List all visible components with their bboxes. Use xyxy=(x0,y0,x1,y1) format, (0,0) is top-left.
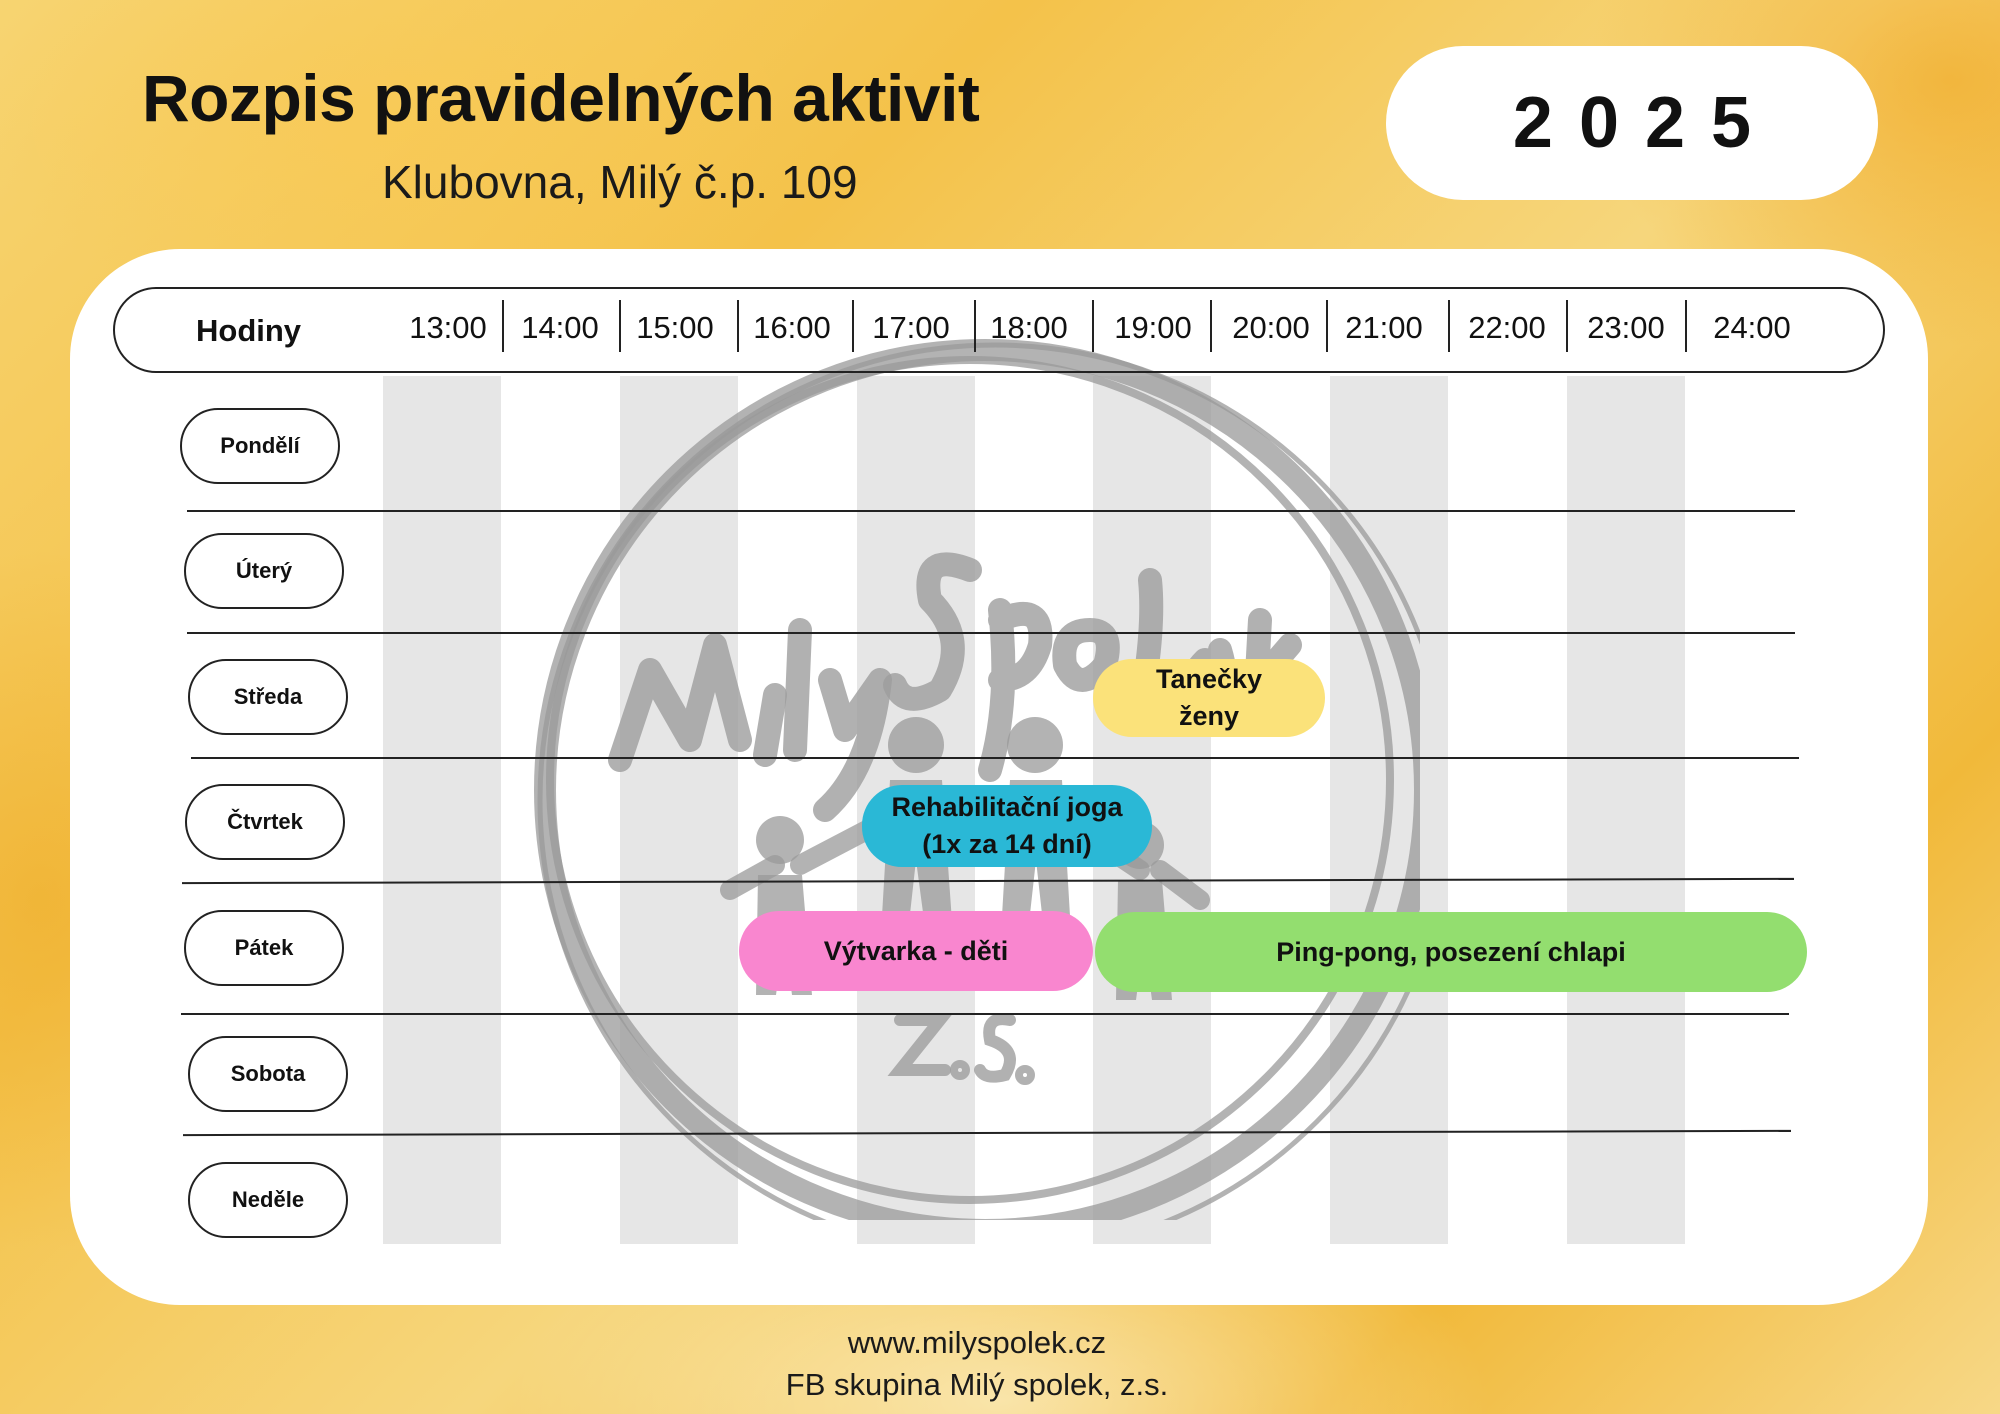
hour-label: 17:00 xyxy=(872,310,950,345)
hours-label: Hodiny xyxy=(196,313,302,348)
column-stripe xyxy=(383,376,501,1244)
hour-label: 24:00 xyxy=(1713,310,1791,345)
activity-tanecky-zeny: Tanečky ženy xyxy=(1093,659,1325,737)
hour-label: 16:00 xyxy=(753,310,831,345)
footer-website: www.milyspolek.cz xyxy=(847,1325,1107,1360)
hour-label: 21:00 xyxy=(1345,310,1423,345)
activity-vytvarka-deti: Výtvarka - děti xyxy=(739,911,1093,991)
day-sunday: Neděle xyxy=(188,1162,348,1238)
hour-label: 14:00 xyxy=(521,310,599,345)
hour-label: 22:00 xyxy=(1468,310,1546,345)
hour-separator xyxy=(619,300,621,352)
day-wednesday: Středa xyxy=(188,659,348,735)
hour-label: 18:00 xyxy=(990,310,1068,345)
hour-separator xyxy=(1448,300,1450,352)
page-title: Rozpis pravidelných aktivit xyxy=(142,61,980,135)
hour-label: 13:00 xyxy=(409,310,487,345)
hour-label: 19:00 xyxy=(1114,310,1192,345)
row-divider xyxy=(191,757,1799,759)
day-monday: Pondělí xyxy=(180,408,340,484)
watermark-logo xyxy=(500,300,1420,1220)
hour-separator xyxy=(1566,300,1568,352)
footer-facebook: FB skupina Milý spolek, z.s. xyxy=(785,1367,1169,1402)
hour-separator xyxy=(737,300,739,352)
hour-separator xyxy=(1092,300,1094,352)
row-divider xyxy=(187,632,1795,634)
hour-separator xyxy=(852,300,854,352)
year-label: 2025 xyxy=(1512,83,1778,163)
day-saturday: Sobota xyxy=(188,1036,348,1112)
day-thursday: Čtvrtek xyxy=(185,784,345,860)
hour-label: 15:00 xyxy=(636,310,714,345)
activity-ping-pong: Ping-pong, posezení chlapi xyxy=(1095,912,1807,992)
hour-label: 20:00 xyxy=(1232,310,1310,345)
hour-separator xyxy=(1326,300,1328,352)
column-stripe xyxy=(1567,376,1685,1244)
hour-separator xyxy=(1210,300,1212,352)
hour-separator xyxy=(502,300,504,352)
row-divider xyxy=(187,510,1795,512)
hour-label: 23:00 xyxy=(1587,310,1665,345)
hour-separator xyxy=(974,300,976,352)
page-subtitle: Klubovna, Milý č.p. 109 xyxy=(382,156,858,208)
day-friday: Pátek xyxy=(184,910,344,986)
activity-rehabilitacni-joga: Rehabilitační joga (1x za 14 dní) xyxy=(862,785,1152,867)
day-tuesday: Úterý xyxy=(184,533,344,609)
row-divider xyxy=(181,1013,1789,1015)
hour-separator xyxy=(1685,300,1687,352)
year-badge xyxy=(1386,46,1878,200)
